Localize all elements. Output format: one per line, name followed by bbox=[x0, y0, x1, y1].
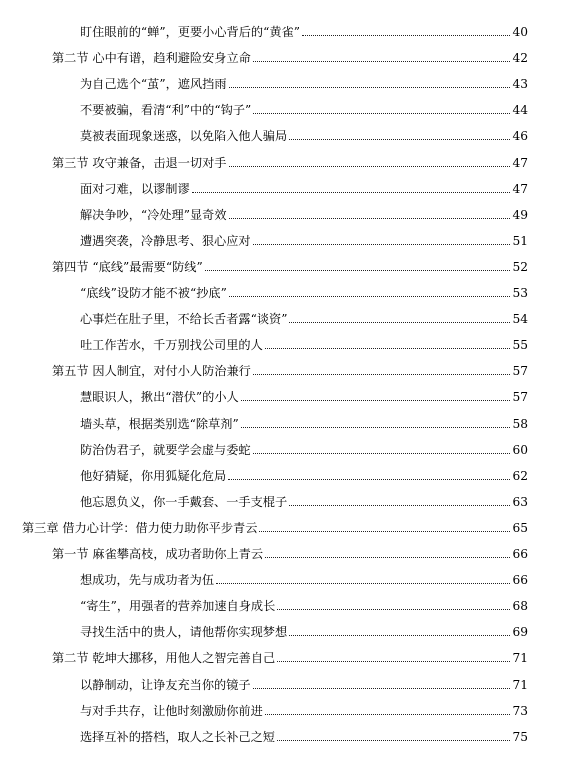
toc-entry-page-number: 63 bbox=[512, 494, 528, 509]
dot-leader bbox=[229, 166, 511, 167]
dot-leader bbox=[265, 348, 511, 349]
toc-entry-title: 第三章 借力心计学：借力使力助你平步青云 bbox=[22, 520, 258, 535]
toc-entry-title: 第二节 心中有谱，趋利避险安身立命 bbox=[52, 51, 251, 66]
toc-subsection-entry[interactable] bbox=[80, 227, 528, 249]
toc-entry-title: 以静制动，让诤友充当你的镜子 bbox=[80, 677, 251, 692]
toc-entry-page-number: 51 bbox=[512, 233, 528, 248]
toc-entry-page-number: 58 bbox=[512, 416, 528, 431]
toc-subsection-entry[interactable] bbox=[80, 618, 528, 640]
toc-entry-page-number: 49 bbox=[512, 207, 528, 222]
toc-entry-page-number: 68 bbox=[512, 599, 528, 614]
toc-entry-title: 盯住眼前的“蝉”，更要小心背后的“黄雀” bbox=[80, 25, 300, 39]
dot-leader bbox=[241, 427, 511, 428]
toc-subsection-entry[interactable] bbox=[80, 566, 528, 588]
toc-subsection-entry[interactable] bbox=[80, 462, 528, 484]
toc-chapter-entry[interactable] bbox=[22, 514, 528, 536]
dot-leader bbox=[192, 192, 511, 193]
toc-entry-title: 他忘恩负义，你一手戴套、一手支棍子 bbox=[80, 494, 288, 509]
toc-entry-title: 吐工作苦水，千万别找公司里的人 bbox=[80, 338, 263, 353]
toc-entry-title: 第二节 乾坤大挪移，用他人之智完善自己 bbox=[52, 651, 276, 666]
toc-entry-page-number: 40 bbox=[512, 25, 528, 39]
dot-leader bbox=[205, 270, 511, 271]
dot-leader bbox=[216, 583, 510, 584]
toc-entry-page-number: 66 bbox=[512, 573, 528, 588]
dot-leader bbox=[265, 714, 511, 715]
toc-subsection-entry[interactable] bbox=[80, 383, 528, 405]
toc-section-entry[interactable] bbox=[52, 253, 528, 275]
toc-section-entry[interactable] bbox=[52, 357, 528, 379]
toc-entry-title: 防治伪君子，就要学会虚与委蛇 bbox=[80, 442, 251, 457]
toc-subsection-entry[interactable] bbox=[80, 723, 528, 745]
dot-leader bbox=[253, 453, 511, 454]
toc-entry-page-number: 62 bbox=[512, 468, 528, 483]
toc-subsection-entry[interactable] bbox=[80, 305, 528, 327]
toc-entry-title: “底线”设防才能不被“抄底” bbox=[80, 286, 227, 300]
dot-leader bbox=[277, 609, 510, 610]
toc-entry-title: 遭遇突袭，冷静思考、狠心应对 bbox=[80, 233, 251, 248]
toc-subsection-entry[interactable] bbox=[80, 410, 528, 432]
dot-leader bbox=[229, 87, 511, 88]
toc-entry-title: 第三节 攻守兼备，击退一切对手 bbox=[52, 155, 227, 170]
toc-entry-page-number: 42 bbox=[512, 51, 528, 66]
toc-section-entry[interactable] bbox=[52, 644, 528, 666]
toc-section-entry[interactable] bbox=[52, 44, 528, 66]
toc-entry-page-number: 60 bbox=[512, 442, 528, 457]
toc-entry-title: 墙头草，根据类别选“除草剂” bbox=[80, 416, 239, 431]
toc-entry-page-number: 52 bbox=[512, 259, 528, 274]
toc-subsection-entry[interactable] bbox=[80, 96, 528, 118]
toc-entry-title: 与对手共存，让他时刻激励你前进 bbox=[80, 703, 263, 718]
toc-entry-page-number: 57 bbox=[512, 390, 528, 405]
toc-section-entry[interactable] bbox=[52, 149, 528, 171]
toc-entry-page-number: 47 bbox=[512, 155, 528, 170]
toc-subsection-entry[interactable] bbox=[80, 592, 528, 614]
toc-section-entry[interactable] bbox=[52, 540, 528, 562]
dot-leader bbox=[289, 505, 510, 506]
dot-leader bbox=[259, 531, 510, 532]
toc-subsection-entry[interactable] bbox=[80, 331, 528, 353]
toc-entry-page-number: 71 bbox=[512, 677, 528, 692]
dot-leader bbox=[229, 218, 511, 219]
dot-leader bbox=[253, 61, 511, 62]
dot-leader bbox=[289, 139, 510, 140]
toc-subsection-entry[interactable] bbox=[80, 18, 528, 40]
toc-subsection-entry[interactable] bbox=[80, 70, 528, 92]
toc-entry-title: 为自己选个“茧”，遮风挡雨 bbox=[80, 77, 227, 92]
dot-leader bbox=[241, 400, 511, 401]
dot-leader bbox=[289, 635, 510, 636]
toc-entry-page-number: 55 bbox=[512, 338, 528, 353]
toc-entry-title: 选择互补的搭档，取人之长补己之短 bbox=[80, 729, 275, 744]
dot-leader bbox=[265, 557, 510, 558]
toc-entry-title: 第一节 麻雀攀高枝，成功者助你上青云 bbox=[52, 547, 264, 561]
toc-entry-title: 第五节 因人制宜，对付小人防治兼行 bbox=[52, 364, 251, 379]
toc-entry-title: 寻找生活中的贵人，请他帮你实现梦想 bbox=[80, 625, 288, 640]
dot-leader bbox=[253, 113, 510, 114]
toc-entry-page-number: 75 bbox=[512, 729, 528, 744]
toc-entry-page-number: 53 bbox=[512, 286, 528, 300]
toc-subsection-entry[interactable] bbox=[80, 122, 528, 144]
toc-entry-title: 解决争吵，“冷处理”显奇效 bbox=[80, 207, 227, 222]
toc-entry-page-number: 71 bbox=[512, 651, 528, 666]
toc-subsection-entry[interactable] bbox=[80, 201, 528, 223]
toc-entry-title: 莫被表面现象迷惑，以免陷入他人骗局 bbox=[80, 129, 288, 144]
toc-entry-page-number: 57 bbox=[512, 364, 528, 379]
toc-subsection-entry[interactable] bbox=[80, 697, 528, 719]
toc-subsection-entry[interactable] bbox=[80, 279, 528, 301]
dot-leader bbox=[277, 661, 510, 662]
toc-entry-page-number: 44 bbox=[512, 103, 528, 118]
dot-leader bbox=[253, 688, 511, 689]
dot-leader bbox=[253, 374, 511, 375]
toc-entry-page-number: 66 bbox=[512, 547, 528, 561]
toc-entry-title: 他好猜疑，你用狐疑化危局 bbox=[80, 468, 227, 483]
toc-entry-page-number: 73 bbox=[512, 703, 528, 718]
toc-subsection-entry[interactable] bbox=[80, 436, 528, 458]
toc-entry-title: 不要被骗，看清“利”中的“钩子” bbox=[80, 103, 252, 118]
dot-leader bbox=[253, 244, 511, 245]
toc-subsection-entry[interactable] bbox=[80, 488, 528, 510]
toc-entry-page-number: 65 bbox=[512, 520, 528, 535]
toc-entry-page-number: 46 bbox=[512, 129, 528, 144]
toc-subsection-entry[interactable] bbox=[80, 175, 528, 197]
toc-entry-title: 慧眼识人，揪出“潜伏”的小人 bbox=[80, 390, 239, 405]
toc-entry-title: 想成功，先与成功者为伍 bbox=[80, 573, 215, 588]
toc-entry-page-number: 47 bbox=[512, 181, 528, 196]
toc-subsection-entry[interactable] bbox=[80, 671, 528, 693]
toc-entry-page-number: 43 bbox=[512, 77, 528, 92]
toc-entry-title: “寄生”，用强者的营养加速自身成长 bbox=[80, 599, 276, 614]
toc-entry-title: 第四节 “底线”最需要“防线” bbox=[52, 259, 203, 274]
toc-entry-title: 心事烂在肚子里，不给长舌者露“谈资” bbox=[80, 312, 288, 327]
dot-leader bbox=[289, 322, 510, 323]
dot-leader bbox=[277, 740, 510, 741]
dot-leader bbox=[302, 35, 511, 36]
dot-leader bbox=[229, 296, 511, 297]
toc-entry-page-number: 54 bbox=[512, 312, 528, 327]
toc-entry-page-number: 69 bbox=[512, 625, 528, 640]
toc-entry-title: 面对刁难，以谬制谬 bbox=[80, 181, 190, 196]
dot-leader bbox=[228, 479, 510, 480]
